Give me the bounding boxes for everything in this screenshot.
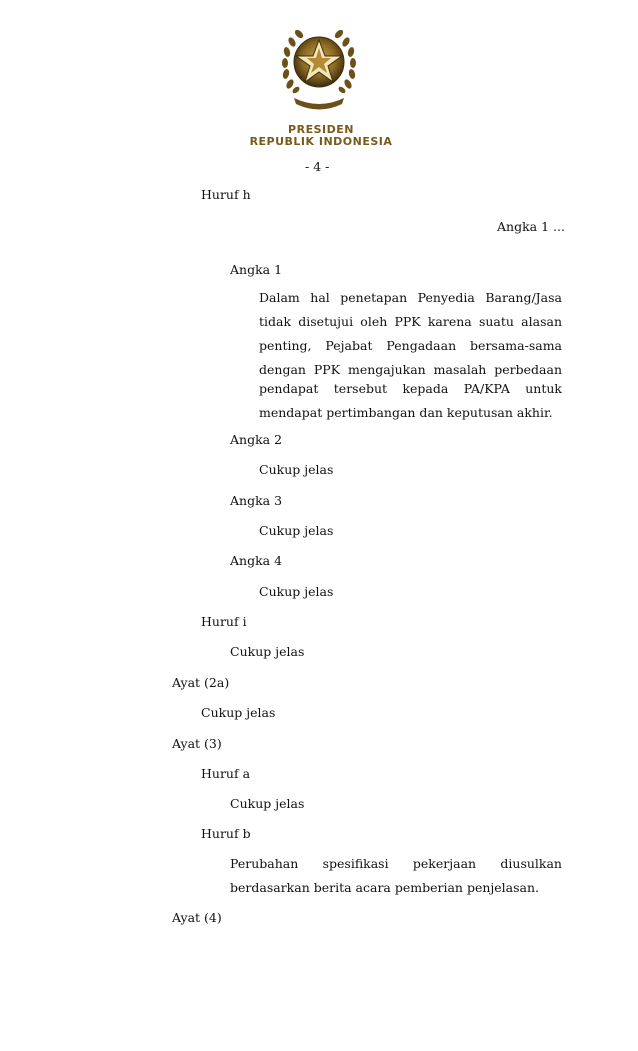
ayat-3-heading: Ayat (3)	[172, 736, 222, 751]
paragraph-line: berdasarkan berita acara pemberian penjelasan.	[230, 880, 540, 895]
paragraph-line: pendapat tersebut kepada PA/KPA untuk	[259, 381, 562, 396]
angka-2-heading: Angka 2	[230, 432, 283, 447]
paragraph-line: Perubahan spesifikasi pekerjaan diusulkan	[230, 856, 562, 871]
ayat-3-huruf-a-text: Cukup jelas	[230, 796, 305, 811]
paragraph-line: Dalam hal penetapan Penyedia Barang/Jasa	[259, 290, 562, 305]
paragraph-line: tidak disetujui oleh PPK karena suatu alasan	[259, 314, 562, 329]
paragraph-line: dengan PPK mengajukan masalah perbedaan	[259, 362, 562, 377]
angka-1-heading: Angka 1	[230, 262, 283, 277]
huruf-h-heading: Huruf h	[201, 187, 251, 202]
ayat-2a-heading: Ayat (2a)	[172, 675, 230, 690]
huruf-i-heading: Huruf i	[201, 614, 247, 629]
angka-3-text: Cukup jelas	[259, 523, 334, 538]
huruf-i-text: Cukup jelas	[230, 644, 305, 659]
angka-3-heading: Angka 3	[230, 493, 283, 508]
header-title-line1: PRESIDEN	[288, 123, 354, 136]
paragraph-line: penting, Pejabat Pengadaan bersama-sama	[259, 338, 562, 353]
header-title-line2: REPUBLIK INDONESIA	[249, 135, 393, 148]
angka-4-text: Cukup jelas	[259, 584, 334, 599]
paragraph-line: mendapat pertimbangan dan keputusan akhir.	[259, 405, 553, 420]
ayat-4-heading: Ayat (4)	[172, 910, 222, 925]
ayat-3-huruf-a-heading: Huruf a	[201, 766, 251, 781]
page-number: - 4 -	[305, 159, 330, 174]
ayat-2a-text: Cukup jelas	[201, 705, 276, 720]
ayat-3-huruf-b-heading: Huruf b	[201, 826, 251, 841]
angka-4-heading: Angka 4	[230, 553, 283, 568]
angka-2-text: Cukup jelas	[259, 462, 334, 477]
garuda-star-emblem-icon	[276, 18, 362, 114]
continuation-marker: Angka 1 ...	[497, 219, 565, 234]
